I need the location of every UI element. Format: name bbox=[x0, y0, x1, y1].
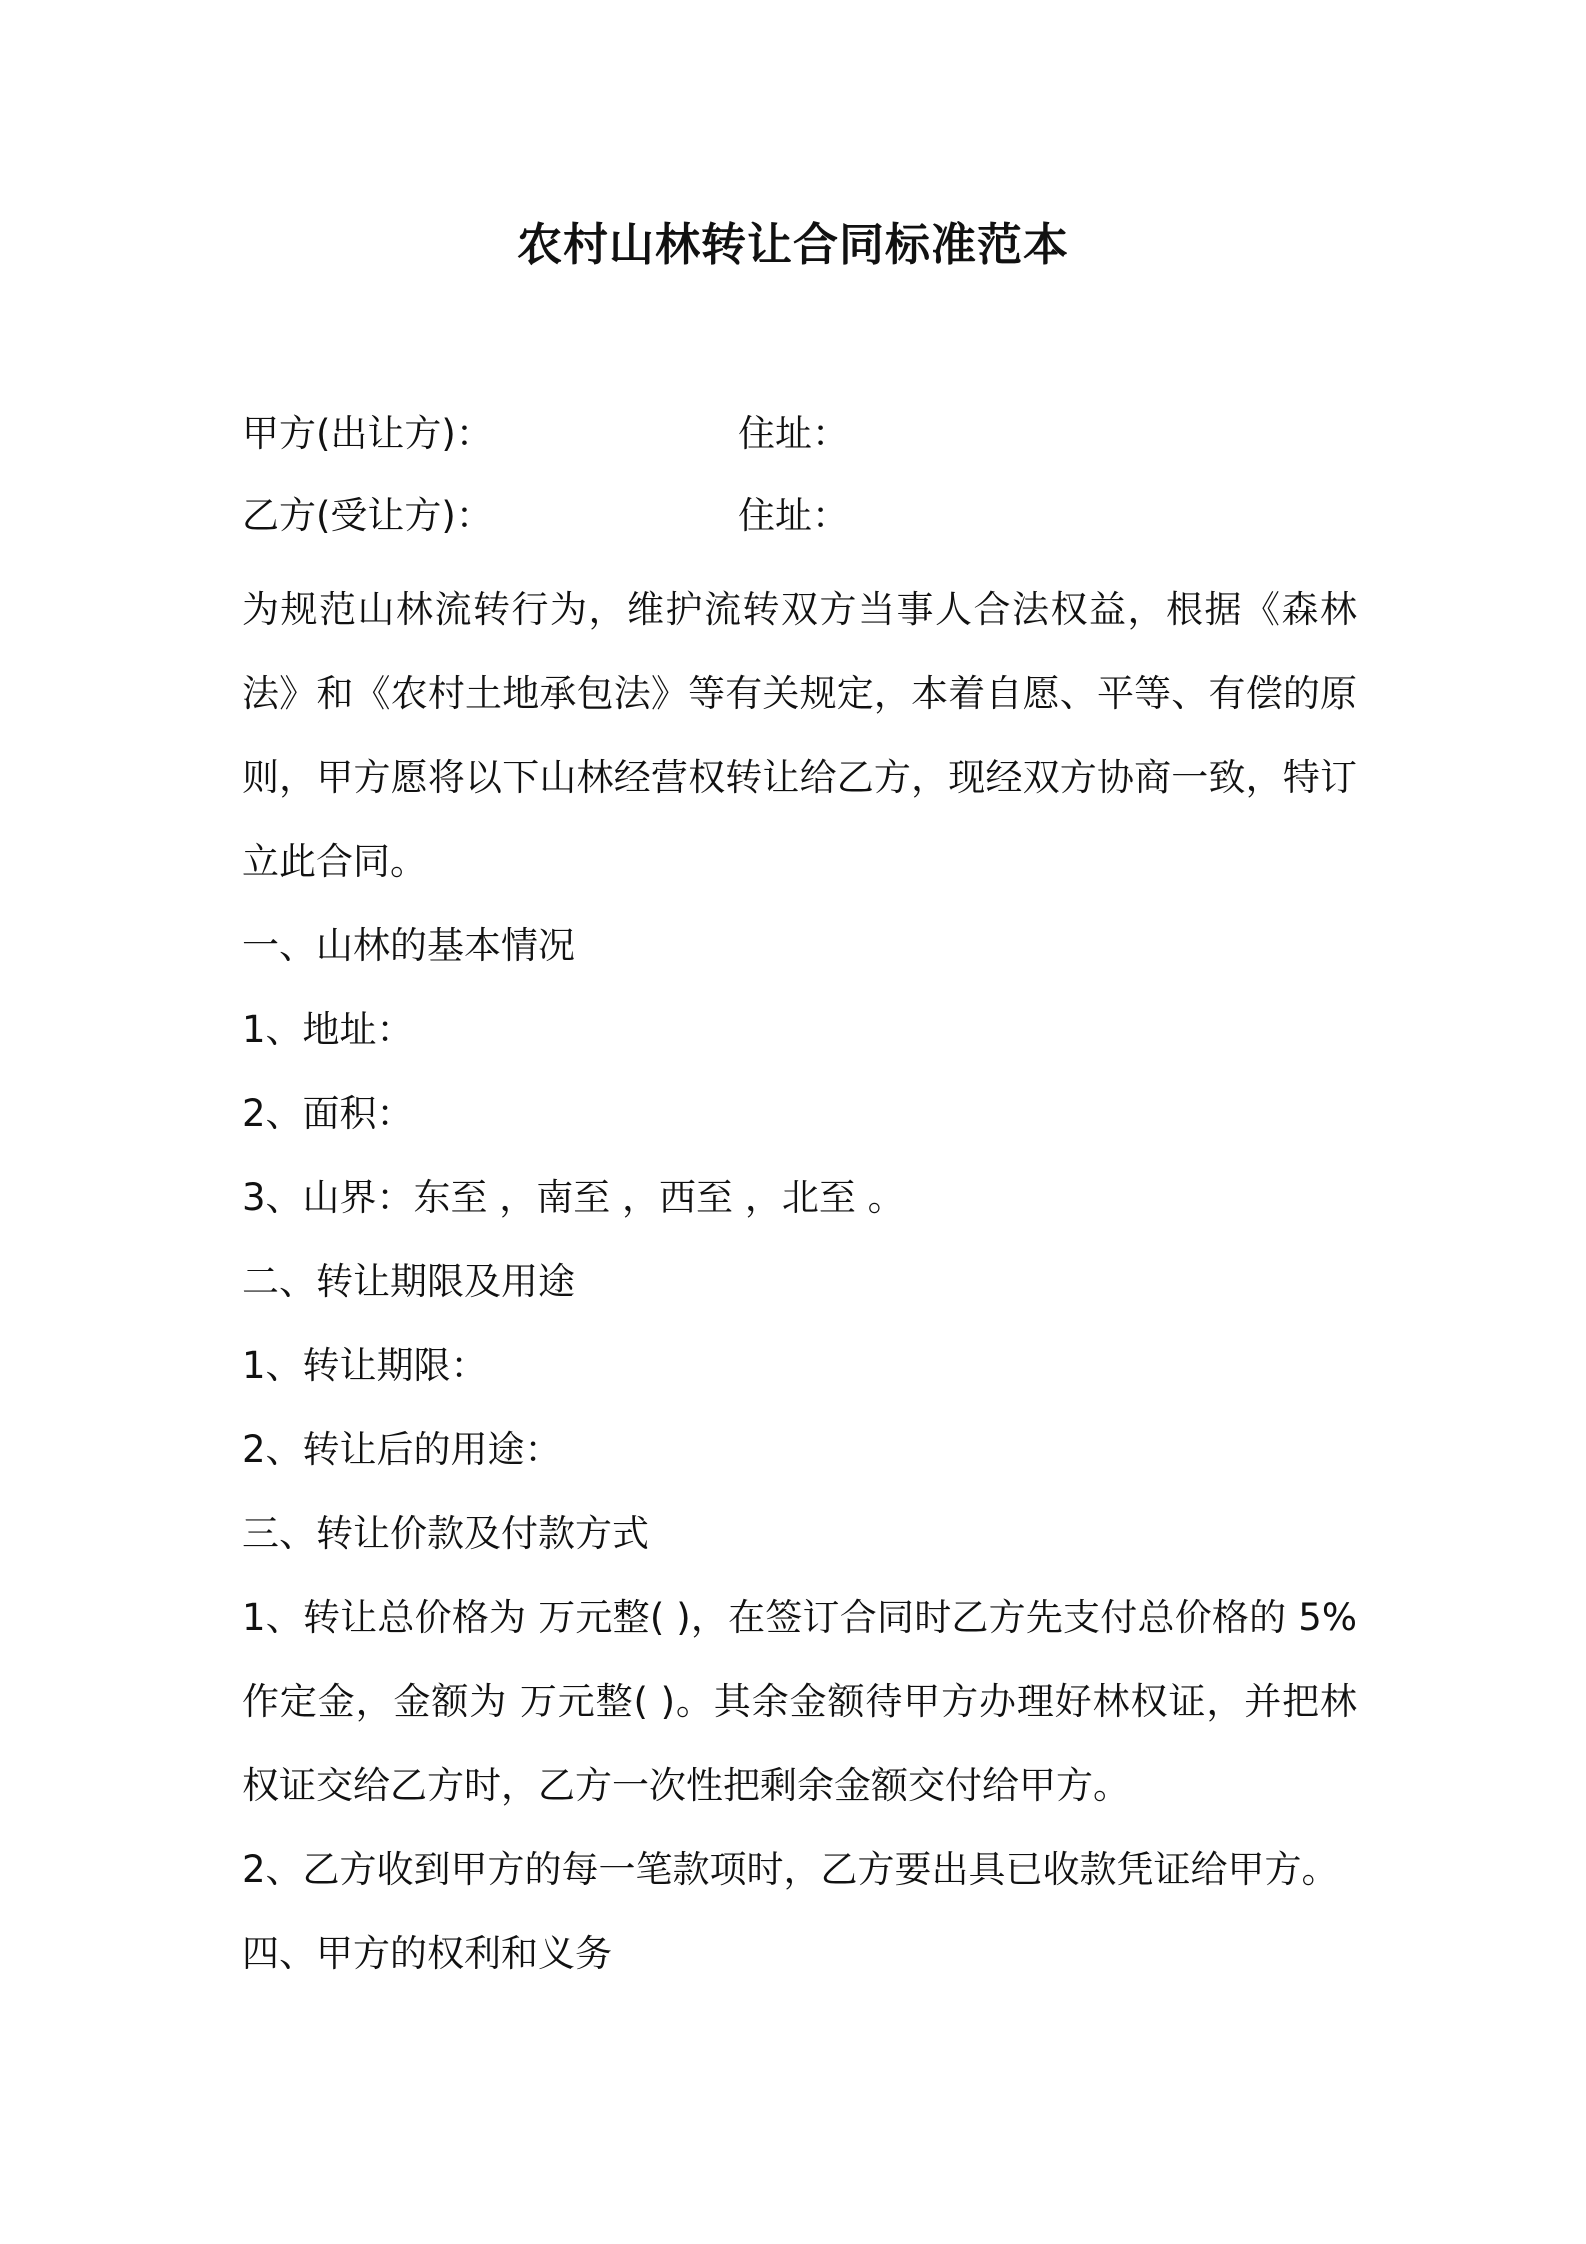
clause-receipt: 2、乙方收到甲方的每一笔款项时，乙方要出具已收款凭证给甲方。 bbox=[242, 1848, 1339, 1891]
party-a-label: 甲方(出让方)： bbox=[242, 412, 493, 455]
party-b-address-label: 住址： bbox=[738, 494, 849, 537]
document-title: 农村山林转让合同标准范本 bbox=[516, 218, 1069, 271]
contract-body bbox=[242, 568, 1357, 1996]
clause-usage: 2、转让后的用途： bbox=[242, 1428, 562, 1471]
section-heading-term-and-use: 二、转让期限及用途 bbox=[242, 1260, 575, 1303]
clause-address: 1、地址： bbox=[242, 1008, 414, 1051]
clause-boundaries: 3、山界：东至 ，南至 ，西至 ，北至 。 bbox=[242, 1176, 905, 1219]
party-b-label: 乙方(受让方)： bbox=[242, 494, 493, 537]
party-a-address-label: 住址： bbox=[738, 412, 849, 455]
preamble-paragraph: 为规范山林流转行为，维护流转双方当事人合法权益，根据《森林法》和《农村土地承包法》等有关规定，本着自愿、平等、有偿的原则，甲方愿将以下山林经营权转让给乙方，现经双方协商一致，特订立此合同。 bbox=[242, 588, 1357, 883]
clause-area: 2、面积： bbox=[242, 1092, 414, 1135]
section-heading-price-payment: 三、转让价款及付款方式 bbox=[242, 1512, 649, 1555]
clause-transfer-term: 1、转让期限： bbox=[242, 1344, 488, 1387]
section-heading-basic-info: 一、山林的基本情况 bbox=[242, 924, 575, 967]
clause-total-price: 1、转让总价格为 万元整( )，在签订合同时乙方先支付总价格的 5%作定金，金额为 万元整( )。其余金额待甲方办理好林权证，并把林权证交给乙方时，乙方一次性把剩余金额交付给甲方。 bbox=[242, 1596, 1357, 1807]
section-heading-party-a-rights: 四、甲方的权利和义务 bbox=[242, 1932, 612, 1975]
